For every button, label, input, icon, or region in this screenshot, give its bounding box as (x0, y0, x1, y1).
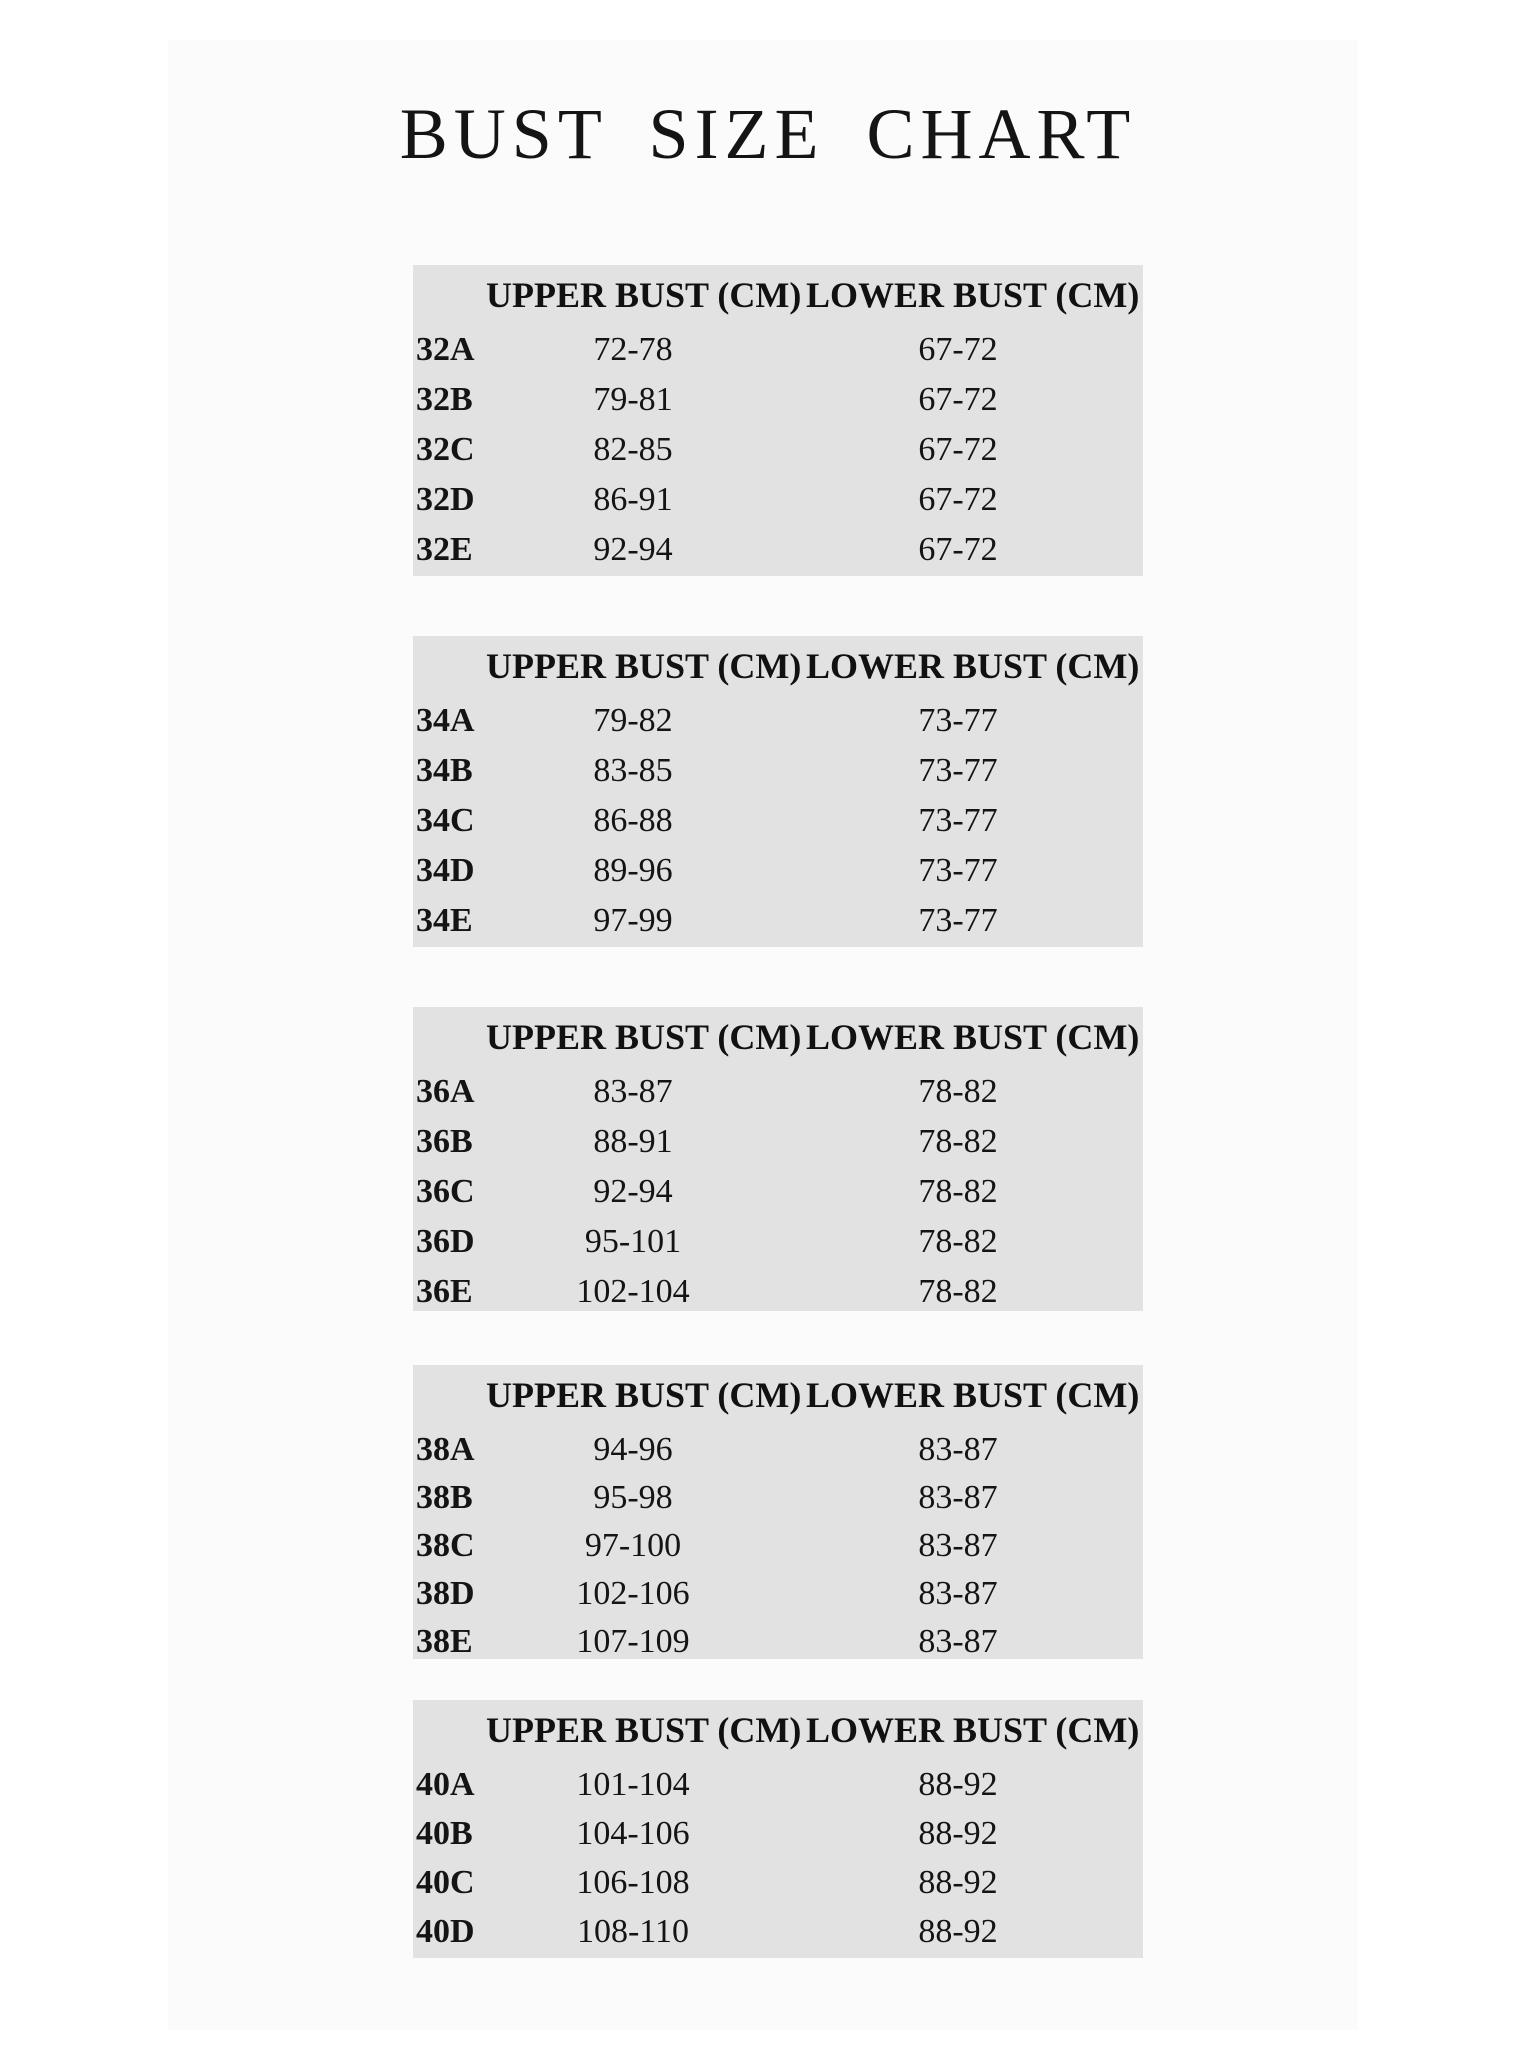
lower-bust-value: 83-87 (918, 1623, 998, 1660)
upper-bust-header: UPPER BUST (CM) (486, 1375, 802, 1415)
table-row (413, 896, 1143, 946)
lower-bust-value: 88-92 (918, 1766, 998, 1803)
table-row (413, 1858, 1143, 1907)
lower-bust-value: 73-77 (918, 902, 998, 939)
upper-bust-value: 86-91 (593, 481, 673, 518)
size-label: 32E (416, 531, 473, 568)
table-header (413, 1700, 1143, 1760)
table-row (413, 525, 1143, 575)
upper-bust-header: UPPER BUST (CM) (486, 1017, 802, 1057)
upper-bust-value: 106-108 (576, 1864, 690, 1901)
table-row (413, 1167, 1143, 1217)
table-row (413, 425, 1143, 475)
table-header (413, 1007, 1143, 1067)
upper-bust-value: 107-109 (576, 1623, 690, 1660)
upper-bust-value: 108-110 (576, 1913, 690, 1950)
upper-bust-value: 79-82 (593, 702, 673, 739)
upper-bust-value: 89-96 (593, 852, 673, 889)
lower-bust-value: 78-82 (918, 1173, 998, 1210)
lower-bust-value: 67-72 (918, 331, 998, 368)
table-row (413, 1425, 1143, 1473)
size-label: 38D (416, 1575, 475, 1612)
size-label: 36B (416, 1123, 473, 1160)
size-label: 34E (416, 902, 473, 939)
upper-bust-value: 95-98 (593, 1479, 673, 1516)
lower-bust-value: 73-77 (918, 752, 998, 789)
upper-bust-value: 86-88 (593, 802, 673, 839)
table-row (413, 1473, 1143, 1521)
lower-bust-header: LOWER BUST (CM) (806, 646, 1140, 686)
upper-bust-header: UPPER BUST (CM) (486, 646, 802, 686)
table-row (413, 1217, 1143, 1267)
table-row (413, 1067, 1143, 1117)
upper-bust-value: 101-104 (576, 1766, 690, 1803)
upper-bust-value: 88-91 (593, 1123, 673, 1160)
upper-bust-value: 83-87 (593, 1073, 673, 1110)
lower-bust-value: 67-72 (918, 431, 998, 468)
size-label: 32A (416, 331, 475, 368)
lower-bust-value: 88-92 (918, 1913, 998, 1950)
size-label: 38A (416, 1431, 475, 1468)
size-label: 34D (416, 852, 475, 889)
size-label: 38E (416, 1623, 473, 1660)
table-row (413, 796, 1143, 846)
size-label: 38C (416, 1527, 475, 1564)
lower-bust-value: 67-72 (918, 381, 998, 418)
table-row (413, 475, 1143, 525)
upper-bust-value: 83-85 (593, 752, 673, 789)
size-table-34 (413, 636, 1143, 947)
size-label: 32D (416, 481, 475, 518)
upper-bust-value: 92-94 (593, 531, 673, 568)
upper-bust-value: 102-104 (576, 1273, 690, 1310)
lower-bust-value: 88-92 (918, 1815, 998, 1852)
lower-bust-value: 83-87 (918, 1431, 998, 1468)
table-row (413, 325, 1143, 375)
lower-bust-value: 73-77 (918, 852, 998, 889)
size-label: 40A (416, 1766, 475, 1803)
table-row (413, 1267, 1143, 1317)
upper-bust-value: 92-94 (593, 1173, 673, 1210)
table-header (413, 1365, 1143, 1425)
size-label: 36D (416, 1223, 475, 1260)
upper-bust-header: UPPER BUST (CM) (486, 1710, 802, 1750)
lower-bust-header: LOWER BUST (CM) (806, 1375, 1140, 1415)
lower-bust-value: 78-82 (918, 1123, 998, 1160)
size-label: 32C (416, 431, 475, 468)
table-row (413, 746, 1143, 796)
lower-bust-value: 83-87 (918, 1527, 998, 1564)
lower-bust-value: 83-87 (918, 1479, 998, 1516)
table-header (413, 636, 1143, 696)
table-row (413, 1760, 1143, 1809)
upper-bust-value: 82-85 (593, 431, 673, 468)
lower-bust-header: LOWER BUST (CM) (806, 1017, 1140, 1057)
lower-bust-value: 67-72 (918, 531, 998, 568)
size-label: 34C (416, 802, 475, 839)
table-row (413, 1521, 1143, 1569)
lower-bust-value: 73-77 (918, 802, 998, 839)
table-row (413, 1809, 1143, 1858)
size-label: 40B (416, 1815, 473, 1852)
lower-bust-value: 78-82 (918, 1073, 998, 1110)
size-table-38 (413, 1365, 1143, 1659)
table-header (413, 265, 1143, 325)
size-label: 40C (416, 1864, 475, 1901)
size-label: 36C (416, 1173, 475, 1210)
table-row (413, 1907, 1143, 1956)
lower-bust-value: 73-77 (918, 702, 998, 739)
upper-bust-value: 97-99 (593, 902, 673, 939)
table-row (413, 375, 1143, 425)
upper-bust-value: 102-106 (576, 1575, 690, 1612)
table-row (413, 1569, 1143, 1617)
lower-bust-value: 78-82 (918, 1223, 998, 1260)
table-row (413, 1617, 1143, 1665)
upper-bust-header: UPPER BUST (CM) (486, 275, 802, 315)
table-row (413, 696, 1143, 746)
size-label: 34B (416, 752, 473, 789)
size-table-40 (413, 1700, 1143, 1958)
page-title: BUST SIZE CHART (399, 94, 1137, 174)
lower-bust-header: LOWER BUST (CM) (806, 1710, 1140, 1750)
size-table-36 (413, 1007, 1143, 1311)
size-label: 36E (416, 1273, 473, 1310)
size-label: 36A (416, 1073, 475, 1110)
lower-bust-value: 88-92 (918, 1864, 998, 1901)
upper-bust-value: 94-96 (593, 1431, 673, 1468)
lower-bust-value: 78-82 (918, 1273, 998, 1310)
upper-bust-value: 72-78 (593, 331, 673, 368)
upper-bust-value: 97-100 (584, 1527, 682, 1564)
table-row (413, 846, 1143, 896)
size-table-32 (413, 265, 1143, 576)
lower-bust-value: 83-87 (918, 1575, 998, 1612)
lower-bust-header: LOWER BUST (CM) (806, 275, 1140, 315)
upper-bust-value: 104-106 (576, 1815, 690, 1852)
upper-bust-value: 79-81 (593, 381, 673, 418)
lower-bust-value: 67-72 (918, 481, 998, 518)
size-label: 34A (416, 702, 475, 739)
size-label: 32B (416, 381, 473, 418)
upper-bust-value: 95-101 (584, 1223, 682, 1260)
size-label: 38B (416, 1479, 473, 1516)
table-row (413, 1117, 1143, 1167)
size-label: 40D (416, 1913, 475, 1950)
